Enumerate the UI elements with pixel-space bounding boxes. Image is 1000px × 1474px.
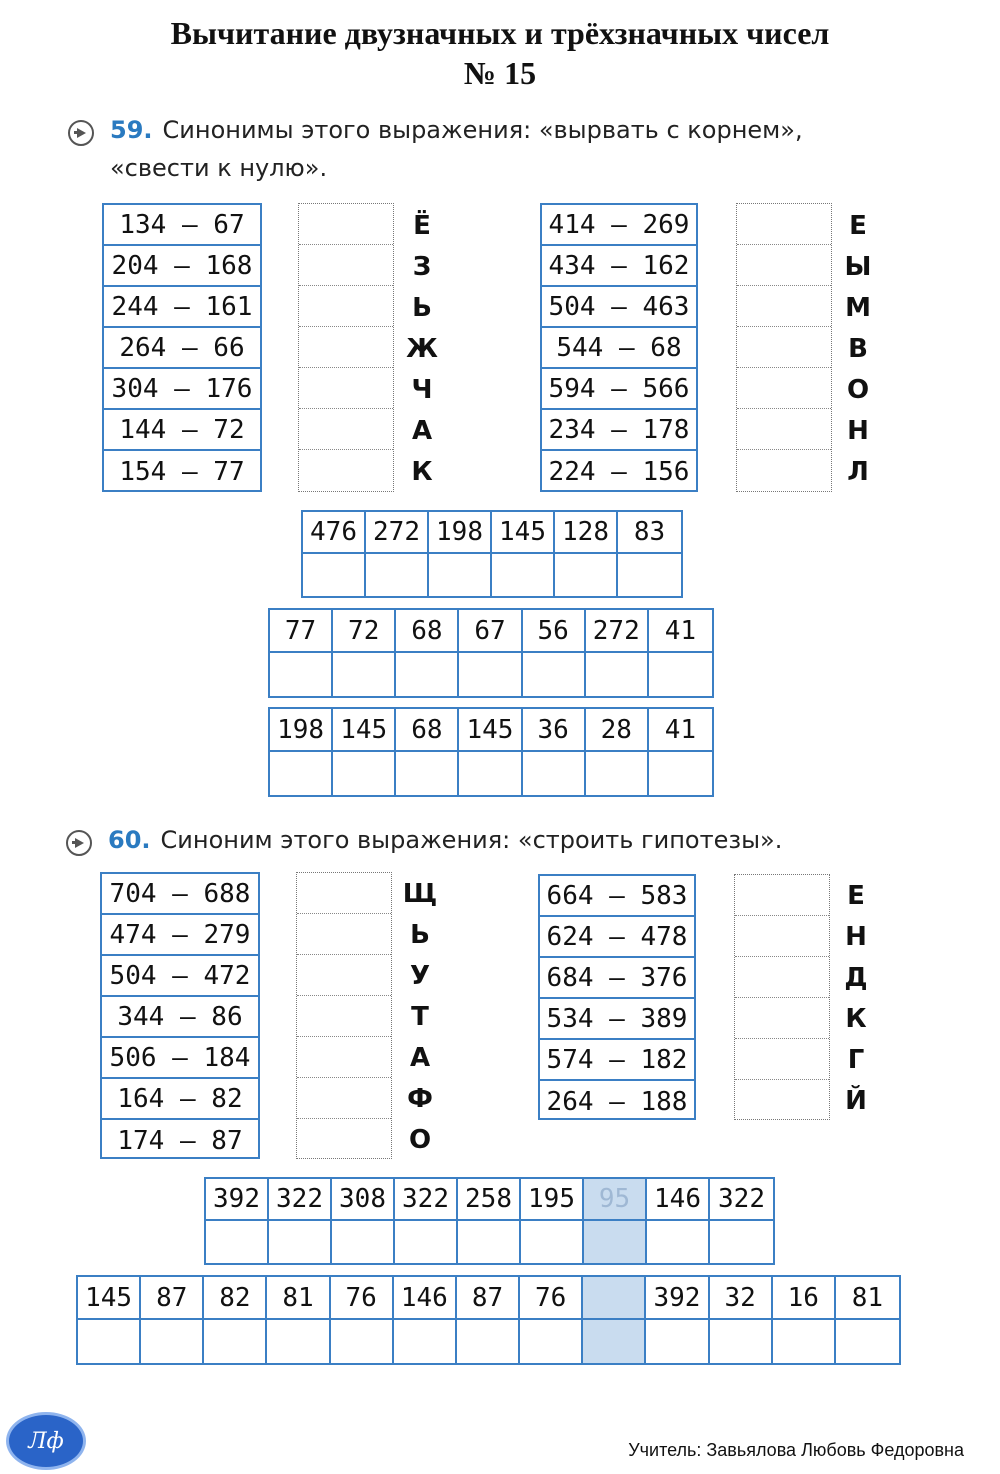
arrow-circle-icon [68, 120, 94, 146]
code-number-cell: 476 [303, 512, 366, 554]
code-number-cell: 87 [457, 1277, 520, 1320]
letter: О [846, 375, 870, 405]
code-number-cell: 392 [206, 1179, 269, 1221]
answer-field[interactable] [297, 1119, 391, 1160]
code-number-cell: 87 [141, 1277, 204, 1320]
task-59-line1 [110, 116, 803, 144]
code-letter-field[interactable] [366, 554, 429, 596]
code-letter-field[interactable] [331, 1320, 394, 1363]
code-grid-3 [268, 707, 714, 797]
code-number-cell: 72 [333, 610, 396, 653]
letter: Т [411, 1002, 429, 1032]
page-number: № 15 [463, 55, 537, 91]
letter: Ё [413, 211, 431, 241]
code-letter-field[interactable] [206, 1221, 269, 1263]
code-number-cell: 322 [269, 1179, 332, 1221]
expression: 594 – 566 [542, 369, 696, 410]
arrow-circle-icon [66, 830, 92, 856]
letter: З [412, 252, 432, 282]
expr-column-right [540, 203, 698, 492]
page-title: Вычитание двузначных и трёхзначных чисел [170, 15, 830, 51]
answer-field[interactable] [737, 204, 831, 245]
expression: 154 – 77 [119, 456, 245, 487]
code-letter-field[interactable] [394, 1320, 457, 1363]
code-grid-5 [76, 1275, 901, 1365]
code-number-cell: 198 [270, 709, 333, 752]
code-letter-field[interactable] [523, 653, 586, 696]
task-60-line [108, 826, 782, 854]
code-number-cell: 67 [459, 610, 522, 653]
expression: 144 – 72 [104, 410, 260, 451]
expression: 506 – 184 [102, 1038, 258, 1079]
letter: А [409, 1043, 431, 1073]
answer-column-right [734, 874, 830, 1120]
code-number-cell: 56 [523, 610, 586, 653]
code-letter-field[interactable] [773, 1320, 836, 1363]
expression: 664 – 583 [540, 876, 694, 917]
code-letter-field[interactable] [492, 554, 555, 596]
answer-field[interactable] [299, 368, 393, 409]
answer-field[interactable] [735, 957, 829, 998]
code-letter-field[interactable] [647, 1221, 710, 1263]
code-number-cell: 81 [836, 1277, 899, 1320]
code-number-cell: 68 [396, 709, 459, 752]
code-letter-field[interactable] [710, 1221, 773, 1263]
letter: О [408, 1125, 432, 1155]
code-number-cell: 82 [204, 1277, 267, 1320]
answer-field[interactable] [297, 1037, 391, 1078]
letter: А [411, 416, 433, 446]
expression: 704 – 688 [102, 874, 258, 915]
code-letter-field[interactable] [618, 554, 681, 596]
code-number-cell: 145 [333, 709, 396, 752]
answer-field[interactable] [735, 1039, 829, 1080]
letter: М [845, 293, 871, 323]
expression: 414 – 269 [542, 205, 696, 246]
expression: 544 – 68 [542, 328, 696, 369]
code-letter-field[interactable] [429, 554, 492, 596]
code-letter-field[interactable] [646, 1320, 709, 1363]
answer-column-right [736, 203, 832, 492]
code-number-cell: 32 [710, 1277, 773, 1320]
answer-field[interactable] [297, 873, 391, 914]
code-letter-field[interactable] [333, 752, 396, 795]
code-number-cell: 41 [649, 709, 712, 752]
code-letter-field[interactable] [458, 1221, 521, 1263]
code-grid-2 [268, 608, 714, 698]
answer-field[interactable] [735, 916, 829, 957]
code-number-cell: 128 [555, 512, 618, 554]
task-60-text: Синоним этого выражения: «строить гипотезы». [160, 826, 783, 854]
code-number-cell: 68 [396, 610, 459, 653]
code-letter-field[interactable] [521, 1221, 584, 1263]
answer-field[interactable] [297, 1078, 391, 1119]
expression: 264 – 188 [546, 1086, 688, 1117]
answer-field[interactable] [299, 245, 393, 286]
answer-field[interactable] [737, 368, 831, 409]
answer-field[interactable] [299, 327, 393, 368]
letter: Л [847, 457, 869, 487]
letter: У [409, 961, 431, 991]
code-number-cell [583, 1277, 646, 1320]
code-number-cell: 28 [586, 709, 649, 752]
code-letter-field[interactable] [710, 1320, 773, 1363]
expression: 574 – 182 [540, 1040, 694, 1081]
expression: 304 – 176 [104, 369, 260, 410]
code-letter-field[interactable] [270, 653, 333, 696]
code-letter-field[interactable] [457, 1320, 520, 1363]
letter: Ь [410, 920, 430, 950]
code-number-cell: 272 [586, 610, 649, 653]
logo: Лф [6, 1412, 86, 1470]
expression: 504 – 472 [102, 956, 258, 997]
answer-field[interactable] [735, 875, 829, 916]
letter: Ы [844, 252, 872, 282]
code-letter-field[interactable] [459, 653, 522, 696]
code-letter-field[interactable] [267, 1320, 330, 1363]
answer-field[interactable] [737, 409, 831, 450]
letter: Н [847, 416, 869, 446]
expression: 684 – 376 [540, 958, 694, 999]
code-letter-field[interactable] [396, 752, 459, 795]
code-letter-field[interactable] [523, 752, 586, 795]
expression: 434 – 162 [542, 246, 696, 287]
answer-field[interactable] [297, 955, 391, 996]
letter: Ж [406, 334, 438, 364]
expr-column-left [100, 872, 260, 1159]
answer-field[interactable] [737, 450, 831, 491]
answer-field[interactable] [299, 204, 393, 245]
expression: 264 – 66 [104, 328, 260, 369]
expression: 204 – 168 [104, 246, 260, 287]
code-number-cell: 322 [710, 1179, 773, 1221]
letter: Щ [402, 879, 438, 909]
answer-field[interactable] [737, 245, 831, 286]
letter: К [411, 457, 433, 487]
code-number-cell: 16 [773, 1277, 836, 1320]
letter: Г [847, 1045, 865, 1075]
code-number-cell: 146 [394, 1277, 457, 1320]
letter: Д [844, 963, 868, 993]
teacher-credit: Учитель: Завьялова Любовь Федоровна [628, 1440, 964, 1460]
code-number-cell: 77 [270, 610, 333, 653]
code-letter-field[interactable] [78, 1320, 141, 1363]
answer-field[interactable] [297, 996, 391, 1037]
expression: 134 – 67 [104, 205, 260, 246]
task-59-text: Синонимы этого выражения: «вырвать с корнем», [162, 116, 803, 144]
expr-column-right [538, 874, 696, 1120]
task-60-number: 60. [108, 826, 151, 854]
code-letter-field[interactable] [204, 1320, 267, 1363]
code-letter-field[interactable] [396, 653, 459, 696]
code-grid-4 [204, 1177, 775, 1265]
task-59-number: 59. [110, 116, 153, 144]
expression: 474 – 279 [102, 915, 258, 956]
answer-column-left [296, 872, 392, 1159]
code-letter-field[interactable] [649, 752, 712, 795]
code-number-cell: 198 [429, 512, 492, 554]
code-number-cell: 83 [618, 512, 681, 554]
letter: К [845, 1004, 867, 1034]
code-number-cell: 36 [523, 709, 586, 752]
code-letter-field[interactable] [269, 1221, 332, 1263]
letter: Ф [407, 1084, 433, 1114]
code-letter-field[interactable] [586, 653, 649, 696]
letter: В [848, 334, 868, 364]
expression: 234 – 178 [542, 410, 696, 451]
code-number-cell: 76 [520, 1277, 583, 1320]
expr-column-left [102, 203, 262, 492]
expression: 224 – 156 [548, 456, 690, 487]
code-letter-field[interactable] [303, 554, 366, 596]
answer-field[interactable] [737, 327, 831, 368]
code-letter-field[interactable] [270, 752, 333, 795]
code-number-cell: 258 [458, 1179, 521, 1221]
answer-field[interactable] [299, 450, 393, 491]
code-letter-field[interactable] [584, 1221, 647, 1263]
letter: Й [845, 1086, 867, 1116]
answer-field[interactable] [735, 1080, 829, 1121]
task-59-line2: «свести к нулю». [110, 154, 328, 182]
code-number-cell: 41 [649, 610, 712, 653]
expression: 164 – 82 [102, 1079, 258, 1120]
code-letter-field[interactable] [555, 554, 618, 596]
code-letter-field[interactable] [649, 653, 712, 696]
code-letter-field[interactable] [332, 1221, 395, 1263]
code-number-cell: 272 [366, 512, 429, 554]
code-letter-field[interactable] [395, 1221, 458, 1263]
answer-field[interactable] [299, 286, 393, 327]
code-letter-field[interactable] [520, 1320, 583, 1363]
code-number-cell: 81 [267, 1277, 330, 1320]
code-grid-1 [301, 510, 683, 598]
expression: 244 – 161 [104, 287, 260, 328]
expression: 534 – 389 [540, 999, 694, 1040]
code-letter-field[interactable] [459, 752, 522, 795]
expression: 344 – 86 [102, 997, 258, 1038]
letter: Ч [411, 375, 433, 405]
code-number-cell: 146 [647, 1179, 710, 1221]
expression: 624 – 478 [540, 917, 694, 958]
answer-field[interactable] [299, 409, 393, 450]
expression: 174 – 87 [117, 1125, 243, 1156]
code-number-cell: 145 [78, 1277, 141, 1320]
code-letter-field[interactable] [586, 752, 649, 795]
code-number-cell: 95 [584, 1179, 647, 1221]
code-letter-field[interactable] [836, 1320, 899, 1363]
code-number-cell: 322 [395, 1179, 458, 1221]
letter: Ь [412, 293, 432, 323]
code-number-cell: 195 [521, 1179, 584, 1221]
letter: Е [849, 211, 867, 241]
code-number-cell: 145 [492, 512, 555, 554]
letter: Н [845, 922, 867, 952]
letter: Е [847, 881, 865, 911]
code-letter-field[interactable] [333, 653, 396, 696]
code-letter-field[interactable] [583, 1320, 646, 1363]
code-number-cell: 76 [331, 1277, 394, 1320]
answer-field[interactable] [737, 286, 831, 327]
answer-column-left [298, 203, 394, 492]
answer-field[interactable] [735, 998, 829, 1039]
code-number-cell: 308 [332, 1179, 395, 1221]
answer-field[interactable] [297, 914, 391, 955]
code-number-cell: 392 [646, 1277, 709, 1320]
code-number-cell: 145 [459, 709, 522, 752]
code-letter-field[interactable] [141, 1320, 204, 1363]
expression: 504 – 463 [542, 287, 696, 328]
